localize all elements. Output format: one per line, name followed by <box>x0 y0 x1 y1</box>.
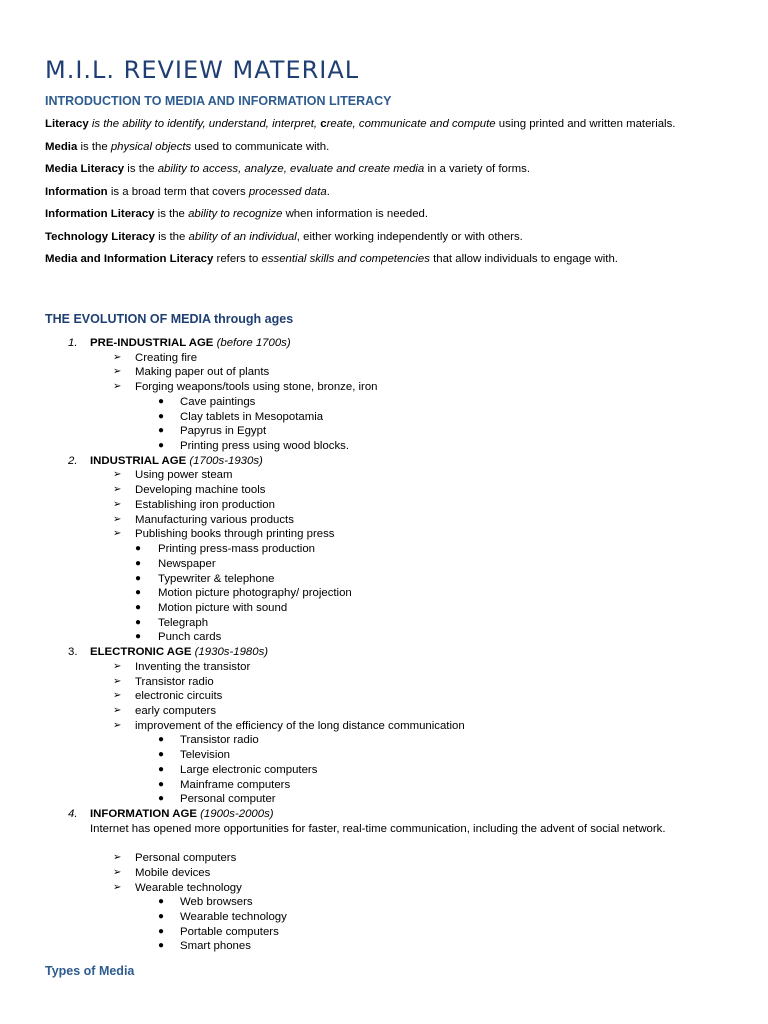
round-bullet-icon: ● <box>135 616 142 628</box>
round-bullet-icon: ● <box>158 793 165 805</box>
list-item <box>45 660 735 675</box>
definition-term: Media and Information Literacy <box>45 253 214 265</box>
sub-list-item <box>45 410 735 425</box>
sub-list-item <box>45 616 735 631</box>
round-bullet-icon: ● <box>135 543 142 555</box>
age-period: (before 1700s) <box>216 337 291 349</box>
sub-list-item-text: Mainframe computers <box>180 778 291 791</box>
round-bullet-icon: ● <box>158 734 165 746</box>
list-item <box>45 881 735 896</box>
evolution-list <box>45 336 735 954</box>
sub-list-item-text: Telegraph <box>158 616 209 629</box>
sub-list-item <box>45 733 735 748</box>
age-name: PRE-INDUSTRIAL AGE <box>90 337 214 349</box>
list-item-text: improvement of the efficiency of the long distance communication <box>135 719 465 732</box>
round-bullet-icon: ● <box>135 587 142 599</box>
sub-list-item-text: Clay tablets in Mesopotamia <box>180 410 324 423</box>
sub-list-item <box>45 557 735 572</box>
definition-paragraph <box>45 162 735 177</box>
definition-text: is the <box>124 163 158 175</box>
definition-text: ability to recognize <box>188 208 283 220</box>
definition-term: Media Literacy <box>45 163 125 175</box>
sub-list-item <box>45 748 735 763</box>
list-item <box>45 351 735 366</box>
age-period: (1900s-2000s) <box>200 808 274 820</box>
round-bullet-icon: ● <box>158 763 165 775</box>
list-item-text: Personal computers <box>135 852 237 865</box>
arrowhead-bullet-icon: ➢ <box>113 719 122 731</box>
definition-text: is a broad term that covers <box>107 185 249 198</box>
list-item <box>45 719 735 734</box>
sub-list-item-text: Papyrus in Egypt <box>180 425 267 438</box>
definition-paragraph <box>45 140 735 155</box>
sub-list-item <box>45 895 735 910</box>
arrowhead-bullet-icon: ➢ <box>113 484 122 496</box>
definition-term: Literacy <box>45 118 89 130</box>
list-item-text: Publishing books through printing press <box>135 528 335 541</box>
age-period: (1700s-1930s) <box>189 454 263 467</box>
definition-text: processed data <box>248 185 327 198</box>
definition-text: . <box>326 185 330 198</box>
definition-text: when information is needed. <box>282 208 429 220</box>
definition-paragraph <box>45 252 735 267</box>
types-heading: Types of Media <box>45 964 135 978</box>
list-item <box>45 704 735 719</box>
definition-term: Information Literacy <box>45 208 155 220</box>
sub-list-item <box>45 542 735 557</box>
definition-text: is the ability to identify, understand, interpret, <box>88 118 321 130</box>
sub-list-item-text: Personal computer <box>180 793 276 806</box>
round-bullet-icon: ● <box>135 631 142 643</box>
list-item-text: Developing machine tools <box>135 484 266 497</box>
list-item-text: early computers <box>135 704 217 717</box>
age-title <box>90 454 263 469</box>
arrowhead-bullet-icon: ➢ <box>113 690 122 702</box>
arrowhead-bullet-icon: ➢ <box>113 852 122 864</box>
definition-text: essential skills and competencies <box>261 253 430 265</box>
list-item-text: Wearable technology <box>135 881 242 894</box>
sub-list-item <box>45 910 735 925</box>
arrowhead-bullet-icon: ➢ <box>113 660 122 672</box>
age-number: 1. <box>68 337 78 349</box>
sub-list-item <box>45 792 735 807</box>
list-item-text: electronic circuits <box>135 690 223 703</box>
sub-list-item-text: Cave paintings <box>180 395 256 408</box>
sub-list-item-text: Newspaper <box>158 557 216 570</box>
list-item-text: Manufacturing various products <box>135 513 294 526</box>
age-description-row <box>45 822 735 851</box>
sub-list-item-text: Web browsers <box>180 896 253 909</box>
definition-term: Technology Literacy <box>45 230 155 243</box>
definition-paragraph <box>45 185 735 200</box>
list-item-text: Establishing iron production <box>135 498 275 511</box>
age-name: INFORMATION AGE <box>90 808 197 820</box>
age-header <box>45 336 735 351</box>
arrowhead-bullet-icon: ➢ <box>113 381 122 393</box>
list-item <box>45 483 735 498</box>
definitions-list <box>45 117 735 275</box>
round-bullet-icon: ● <box>158 778 165 790</box>
round-bullet-icon: ● <box>135 557 142 569</box>
round-bullet-icon: ● <box>158 896 165 908</box>
age-name: INDUSTRIAL AGE <box>90 454 187 467</box>
arrowhead-bullet-icon: ➢ <box>113 366 122 378</box>
sub-list-item-text: Motion picture photography/ projection <box>158 587 352 600</box>
age-number: 4. <box>68 808 78 820</box>
round-bullet-icon: ● <box>135 572 142 584</box>
age-header <box>45 807 735 822</box>
round-bullet-icon: ● <box>158 911 165 923</box>
definition-text: is the <box>154 230 189 243</box>
list-item <box>45 365 735 380</box>
round-bullet-icon: ● <box>158 425 165 437</box>
list-item <box>45 513 735 528</box>
age-header <box>45 645 735 660</box>
sub-list-item-text: Printing press-mass production <box>158 543 316 556</box>
sub-list-item-text: Motion picture with sound <box>158 601 288 614</box>
definition-text: ability of an individual <box>188 230 297 243</box>
definition-text: that allow individuals to engage with. <box>429 253 618 265</box>
age-number: 3. <box>68 646 78 659</box>
list-item-text: Forging weapons/tools using stone, bronze, iron <box>135 381 378 394</box>
list-item <box>45 689 735 704</box>
definition-term: Information <box>45 185 108 198</box>
sub-list-item <box>45 586 735 601</box>
round-bullet-icon: ● <box>135 601 142 613</box>
arrowhead-bullet-icon: ➢ <box>113 351 122 363</box>
arrowhead-bullet-icon: ➢ <box>113 469 122 481</box>
sub-list-item <box>45 763 735 778</box>
sub-list-item-text: Typewriter & telephone <box>158 572 275 585</box>
list-item <box>45 866 735 881</box>
definition-paragraph <box>45 207 735 222</box>
age-name: ELECTRONIC AGE <box>90 646 192 659</box>
sub-list-item <box>45 601 735 616</box>
list-item-text: Using power steam <box>135 469 233 482</box>
arrowhead-bullet-icon: ➢ <box>113 528 122 540</box>
page-title: M.I.L. REVIEW MATERIAL <box>45 56 360 84</box>
definition-text: using printed and written materials. <box>495 118 676 130</box>
sub-list-item <box>45 778 735 793</box>
sub-list-item-text: Wearable technology <box>180 911 287 924</box>
arrowhead-bullet-icon: ➢ <box>113 881 122 893</box>
age-description: Internet has opened more opportunities for faster, real-time communication, including the advent of social network. <box>90 822 666 835</box>
definition-text: , either working independently or with others. <box>296 230 523 243</box>
list-item-text: Making paper out of plants <box>135 366 270 379</box>
arrowhead-bullet-icon: ➢ <box>113 866 122 878</box>
definition-text: reate, communicate and compute <box>326 118 496 130</box>
definition-term: Media <box>45 140 78 153</box>
definition-text: refers to <box>213 253 262 265</box>
round-bullet-icon: ● <box>158 925 165 937</box>
list-item-text: Transistor radio <box>135 675 214 688</box>
sub-list-item-text: Large electronic computers <box>180 763 318 776</box>
sub-list-item-text: Television <box>180 749 231 762</box>
sub-list-item-text: Smart phones <box>180 940 251 953</box>
list-item <box>45 498 735 513</box>
definition-text: ability to access, analyze, evaluate and create media <box>157 163 425 175</box>
definition-term: c <box>320 118 327 130</box>
arrowhead-bullet-icon: ➢ <box>113 675 122 687</box>
round-bullet-icon: ● <box>158 940 165 952</box>
list-item <box>45 527 735 542</box>
list-item-text: Mobile devices <box>135 866 211 879</box>
list-item <box>45 675 735 690</box>
evolution-heading: THE EVOLUTION OF MEDIA through ages <box>45 312 294 326</box>
age-title <box>90 336 291 351</box>
list-item-text: Creating fire <box>135 351 198 364</box>
sub-list-item-text: Punch cards <box>158 631 222 644</box>
age-title <box>90 807 274 822</box>
sub-list-item <box>45 630 735 645</box>
age-header <box>45 454 735 469</box>
sub-list-item <box>45 925 735 940</box>
round-bullet-icon: ● <box>158 749 165 761</box>
definition-text: in a variety of forms. <box>424 163 530 175</box>
definition-text: used to communicate with. <box>191 140 330 153</box>
age-number: 2. <box>68 454 78 467</box>
sub-list-item <box>45 939 735 954</box>
definition-paragraph <box>45 230 735 245</box>
sub-list-item-text: Portable computers <box>180 925 279 938</box>
definition-text: is the <box>154 208 189 220</box>
sub-list-item-text: Printing press using wood blocks. <box>180 440 350 453</box>
list-item <box>45 851 735 866</box>
sub-list-item <box>45 439 735 454</box>
list-item-text: Inventing the transistor <box>135 660 251 673</box>
arrowhead-bullet-icon: ➢ <box>113 513 122 525</box>
arrowhead-bullet-icon: ➢ <box>113 498 122 510</box>
sub-list-item <box>45 424 735 439</box>
round-bullet-icon: ● <box>158 395 165 407</box>
sub-list-item-text: Transistor radio <box>180 734 259 747</box>
list-item <box>45 468 735 483</box>
round-bullet-icon: ● <box>158 440 165 452</box>
arrowhead-bullet-icon: ➢ <box>113 704 122 716</box>
round-bullet-icon: ● <box>158 410 165 422</box>
sub-list-item <box>45 395 735 410</box>
definition-text: physical objects <box>110 140 192 153</box>
age-title <box>90 645 268 660</box>
sub-list-item <box>45 572 735 587</box>
definition-paragraph <box>45 117 735 132</box>
list-item <box>45 380 735 395</box>
intro-heading: INTRODUCTION TO MEDIA AND INFORMATION LITERACY <box>45 94 392 108</box>
age-period: (1930s-1980s) <box>194 646 269 659</box>
definition-text: is the <box>77 140 111 153</box>
